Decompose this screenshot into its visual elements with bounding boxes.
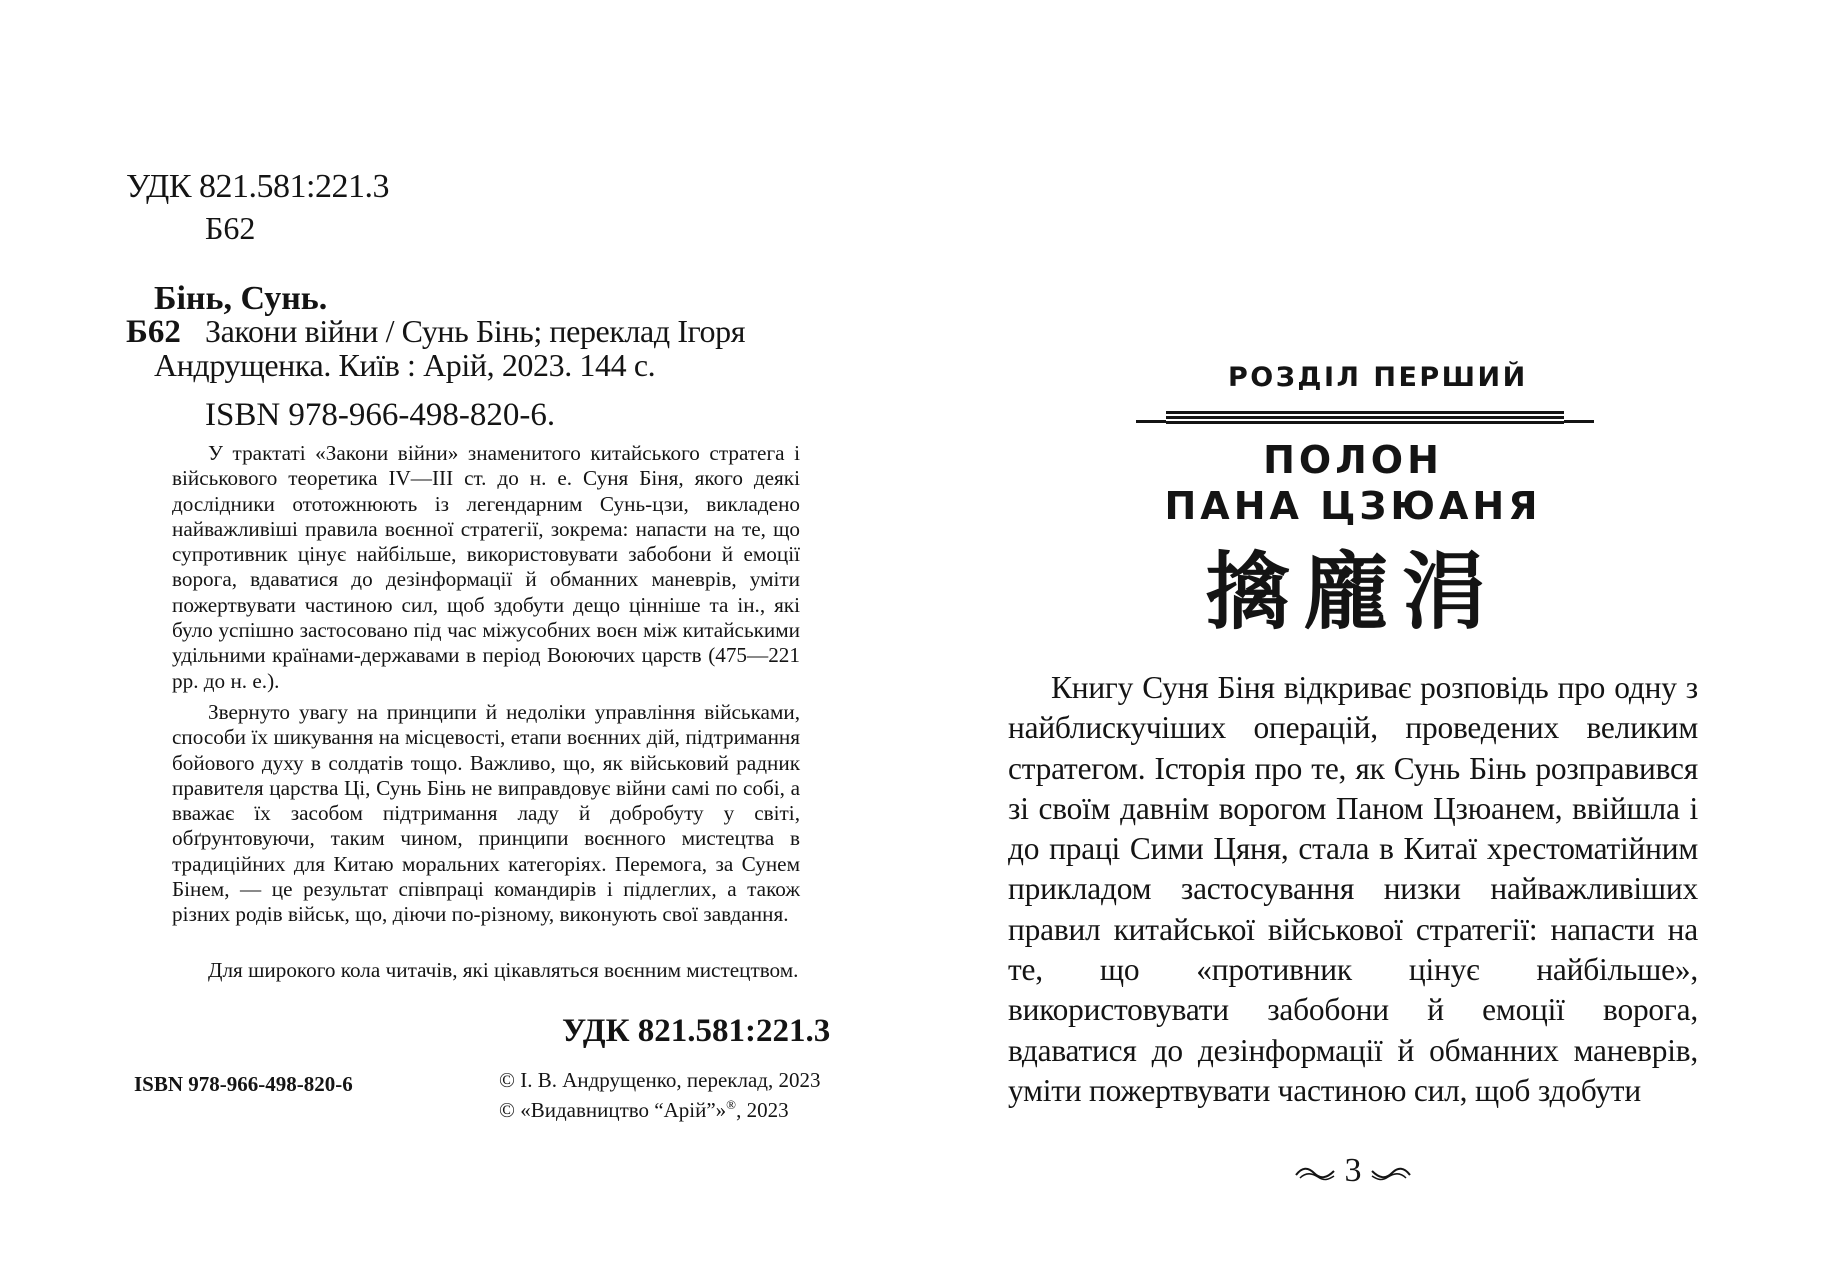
- annotation-paragraph-2: Звернуто увагу на принципи й недоліки управління військами, способи їх шикування на місцевості, етапи воєнних дій, підтримання бойового духу в солдатів тощо. Важливо, що, як військовий радник правителя царства Ці, Сунь Бінь не виправдовує війни самі по собі, а вважає їх засобом підтримання ладу й добробуту у світі, обґрунтовуючи, таким чином, принципи воєнного мистецтва в традиційних для Китаю моральних категоріях. Перемога, за Сунем Бінем, — це результат співпраці командирів і підлеглих, а також різних родів військ, що, діючи по-різному, виконують свої завдання.: [172, 700, 800, 927]
- chinese-title: 擒龐涓: [1205, 543, 1500, 641]
- author-heading: Бінь, Сунь.: [154, 280, 328, 317]
- chapter-label: РОЗДІЛ ПЕРШИЙ: [1228, 362, 1528, 393]
- heading-rule-line: [1166, 411, 1564, 414]
- flourish-left-icon: [1294, 1163, 1336, 1183]
- catalog-line-1: Закони війни / Сунь Бінь; переклад Ігоря: [205, 313, 746, 349]
- isbn-main: ISBN 978-966-498-820-6.: [205, 397, 556, 433]
- flourish-right-icon: [1370, 1163, 1412, 1183]
- heading-rule-line: [1166, 421, 1564, 424]
- page-folio: [1293, 1152, 1413, 1190]
- chapter-body-text: Книгу Суня Біня відкриває розповідь про одну з найблискучіших операцій, проведених великим стратегом. Історія про те, як Сунь Бінь розправився зі своїм давнім ворогом Паном Цзюанем, ввійшла і до праці Сими Цяня, стала в Китаї хрестоматійним прикладом застосування низки найважливіших правил китайської військової стратегії: напасти на те, що «противник цінує найбільше», використовувати забобони й емоції ворога, вдаватися до дезінформації й обманних маневрів, уміти пожертвувати частиною сил, щоб здобути: [1008, 670, 1698, 1108]
- copyright-publisher: [499, 1098, 789, 1123]
- heading-rule-end: [1564, 420, 1594, 423]
- udk-code-bottom: УДК 821.581:221.3: [562, 1013, 831, 1049]
- right-page-chapter-start: [923, 0, 1846, 1281]
- annotation-paragraph-1: У трактаті «Закони війни» знаменитого китайського стратега і військового теоретика IV—III ст. до н. е. Суня Біня, якого деякі дослідники ототожнюють із легендарним Сунь-цзи, викладено найважливіші правила воєнної стратегії, зокрема: напасти на те, що супротивник цінує найбільше, використовувати забобони й емоції ворога, вдаватися до дезінформації й обманних маневрів, уміти пожертвувати частиною сил, щоб здобути дещо цінніше та ін., які було успішно застосовано під час міжусобних воєн між китайськими удільними країнами-державами в період Воюючих царств (475—221 рр. до н. е.).: [172, 441, 800, 693]
- chapter-title-line-1: ПОЛОН: [1263, 438, 1443, 482]
- copyright-translator: © І. В. Андрущенко, переклад, 2023: [499, 1068, 821, 1092]
- heading-rule-line: [1166, 416, 1564, 419]
- author-mark-inline: Б62: [126, 314, 181, 350]
- author-mark-top: Б62: [205, 210, 256, 246]
- udk-code-top: УДК 821.581:221.3: [126, 168, 389, 205]
- isbn-bottom: ISBN 978-966-498-820-6: [134, 1072, 353, 1096]
- registered-mark: ®: [726, 1097, 737, 1112]
- heading-rule-end: [1136, 420, 1166, 423]
- catalog-line-2: Андрущенка. Київ : Арій, 2023. 144 с.: [154, 347, 656, 383]
- annotation-paragraph-3: Для широкого кола читачів, які цікавляться воєнним мистецтвом.: [208, 958, 799, 982]
- copyright-publisher-text: © «Видавництво “Арій”»: [499, 1098, 727, 1122]
- copyright-publisher-year: , 2023: [736, 1098, 789, 1122]
- page-number: 3: [1344, 1152, 1362, 1189]
- chapter-title-line-2: ПАНА ЦЗЮАНЯ: [1164, 484, 1542, 528]
